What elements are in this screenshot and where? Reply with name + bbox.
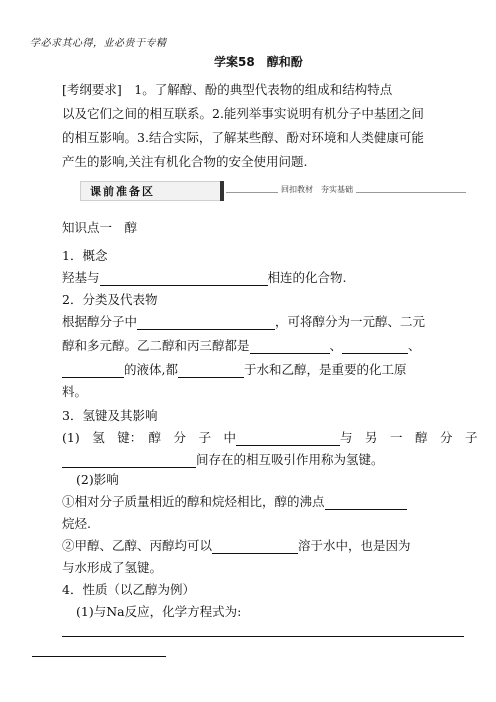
s2-text: 、 xyxy=(408,338,421,353)
banner-separator xyxy=(220,181,224,201)
s1-heading: 1．概念 xyxy=(62,248,108,263)
s1-prefix: 羟基与 xyxy=(62,270,100,285)
s2-text: ，可将醇分为一元醇、二元 xyxy=(275,314,426,329)
s3-text: 溶于水中，也是因为 xyxy=(298,538,411,553)
s3-line-1 xyxy=(62,428,477,446)
page-title: 学案58 醇和酚 xyxy=(214,55,303,69)
blank-fill[interactable] xyxy=(62,363,124,378)
blank-fill[interactable] xyxy=(250,339,330,354)
s4-sub: (1)与Na反应，化学方程式为: xyxy=(76,604,242,619)
s3-c1 xyxy=(62,492,407,510)
s2-text: 于水和乙醇，是重要的化工原 xyxy=(243,362,407,377)
requirements-line-3: 的相互影响。3.结合实际，了解某些醇、酚对环境和人类健康可能 xyxy=(62,130,424,145)
answer-line[interactable] xyxy=(62,636,464,637)
s2-line-3 xyxy=(62,360,407,378)
s3-c2c: 与水形成了氢键。 xyxy=(62,560,163,575)
requirements-line-2: 以及它们之间的相互联系。2.能列举事实说明有机分子中基团之间 xyxy=(62,106,424,121)
requirements-line-1: [考纲要求] 1。了解醇、酚的典型代表物的组成和结构特点 xyxy=(62,82,393,97)
s2-text: 的液体,都 xyxy=(124,362,178,377)
s2-heading: 2．分类及代表物 xyxy=(62,292,158,307)
s2-line-2 xyxy=(62,336,421,354)
blank-fill[interactable] xyxy=(100,271,268,286)
s1-suffix: 相连的化合物. xyxy=(267,270,347,285)
blank-fill[interactable] xyxy=(137,315,275,330)
blank-fill[interactable] xyxy=(342,339,408,354)
blank-fill[interactable] xyxy=(325,495,407,510)
s1-line xyxy=(62,268,347,286)
s3-text: 与 另 一 醇 分 子 xyxy=(339,430,478,445)
s2-text: 根据醇分子中 xyxy=(62,314,138,329)
banner-subtitle: 回扣教材 夯实基础 xyxy=(278,184,356,195)
s2-text: 、 xyxy=(329,338,343,353)
s3-text: (1) 氢 键： 醇 分 子 中 xyxy=(62,430,236,445)
s3-line-2 xyxy=(62,450,384,468)
s3-text: 间存在的相互吸引作用称为氢键。 xyxy=(196,452,384,467)
page-header-note: 学必求其心得，业必贵于专精 xyxy=(30,38,167,49)
section-banner xyxy=(62,180,464,200)
s3-text: ①相对分子质量相近的醇和烷烃相比，醇的沸点 xyxy=(62,494,325,509)
s2-text: 醇和多元醇。乙二醇和丙三醇都是 xyxy=(62,338,250,353)
s3-c2 xyxy=(62,536,411,554)
knowledge-point-title: 知识点一 醇 xyxy=(62,220,138,235)
blank-fill[interactable] xyxy=(212,539,298,554)
blank-fill[interactable] xyxy=(178,363,244,378)
s3-text: ②甲醇、乙醇、丙醇均可以 xyxy=(62,538,213,553)
s4-heading: 4．性质（以乙醇为例） xyxy=(62,582,195,597)
s3-sub: (2)影响 xyxy=(76,472,119,487)
s2-line-1 xyxy=(62,312,425,330)
blank-fill[interactable] xyxy=(62,453,196,468)
s3-c1b: 烷烃. xyxy=(62,516,91,531)
banner-label: 课前准备区 xyxy=(90,185,155,198)
requirements-line-4: 产生的影响,关注有机化合物的安全使用问题. xyxy=(62,154,308,169)
s2-line-4: 料。 xyxy=(62,384,88,399)
s3-heading: 3．氢键及其影响 xyxy=(62,408,158,423)
answer-line[interactable] xyxy=(32,656,166,657)
blank-fill[interactable] xyxy=(236,431,340,446)
